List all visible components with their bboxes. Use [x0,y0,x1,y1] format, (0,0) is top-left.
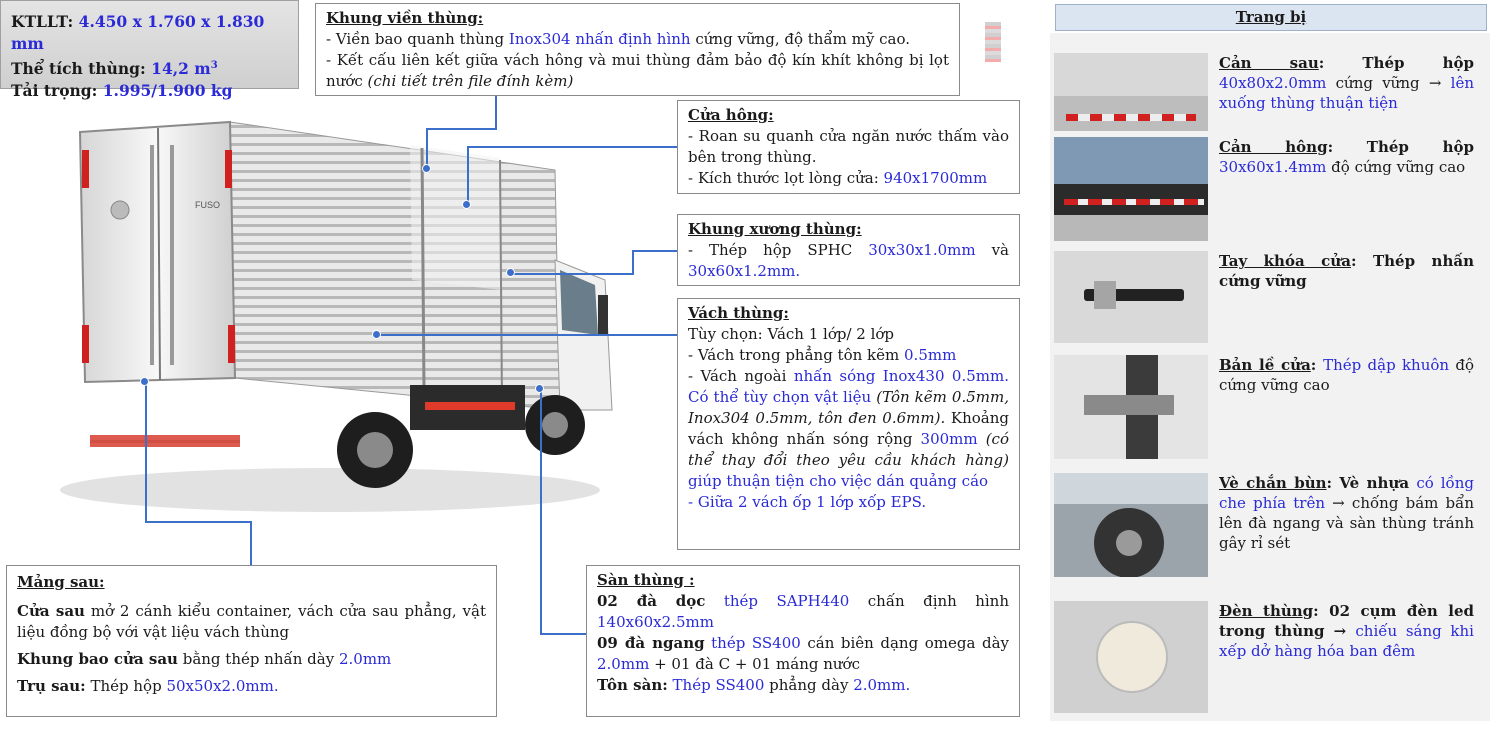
rear-reflector-br [228,325,235,363]
cua-hong-l2b: 940x1700mm [883,169,988,187]
mang-sau-p2c: 2.0mm [338,650,392,668]
equip-title: Trang bị [1055,4,1487,31]
equip-label-2: Tay khóa cửa [1219,252,1351,270]
khung-xuong-title: Khung xương thùng: [688,220,862,238]
side-door-hinge-line [422,148,424,392]
connector-line [512,273,634,275]
khung-vien-l2a: - Kết cấu liên kết giữa vách hông và mui thùng đảm bảo độ kín khít không bị lọt nước [326,51,949,90]
truck-illustration [30,110,650,520]
connector-line [467,146,469,204]
san-p2b: thép SS400 [704,634,801,652]
ktllt-value: 4.450 x 1.760 x 1.830 mm [11,12,265,53]
rear-wheel-hub [357,432,393,468]
san-p1a: 02 đà dọc [597,592,706,610]
khung-xuong-box [677,214,1020,286]
mang-sau-p1a: Cửa sau [17,602,85,620]
san-p3d: 2.0mm. [853,676,911,694]
equip-a-0: : Thép hộp [1318,54,1475,72]
connector-line [467,146,677,148]
connector-line [426,128,496,130]
vach-l3c: (Tôn kẽm 0.5mm, Inox304 0.5mm, tôn đen 0.6mm). [688,388,1010,427]
rear-reflector-tl [82,150,89,188]
vach-l1: Tùy chọn: Vách 1 lớp/ 2 lớp [688,325,895,343]
vach-l3d: Khoảng vách không nhấn sóng rộng [688,409,1009,448]
equip-a-4: : Vè nhựa [1326,474,1417,492]
san-p1d: 140x60x2.5mm [597,613,714,631]
khung-xuong-l1a: - Thép hộp SPHC [688,241,869,259]
connector-dot [506,268,515,277]
brand-emblem [111,201,129,219]
connector-line [145,521,251,523]
equip-d-0: lên xuống thùng thuận tiện [1219,74,1474,112]
equip-label-1: Cản hông [1219,138,1328,156]
connector-line [632,250,634,275]
equip-panel [1050,33,1490,721]
connector-line [378,334,677,336]
cua-hong-l1: - Roan su quanh cửa ngăn nước thấm vào bên trong thùng. [688,127,1009,166]
khung-xuong-l1c: và [975,241,1009,259]
connector-dot [372,330,381,339]
equip-label-5: Đèn thùng [1219,602,1314,620]
mang-sau-p1b: mở 2 cánh kiểu container, vách cửa sau phẳng, vật liệu đồng bộ với vật liệu vách thùng [17,602,486,641]
connector-dot [140,377,149,386]
equip-b-5: chiếu sáng khi xếp dở hàng hóa ban đêm [1219,622,1474,660]
connector-line [540,390,542,635]
connector-line [495,96,497,130]
front-wheel-hub [542,412,568,438]
cua-hong-box [677,100,1020,194]
side-mirror [598,295,608,335]
san-p1b: thép SAPH440 [705,592,850,610]
equip-a-1: : Thép hộp [1327,138,1475,156]
connector-line [250,521,252,565]
equip-b-3: Thép dập khuôn [1323,356,1450,374]
spec-summary [0,0,299,101]
side-guard-photo [1054,137,1208,241]
san-p2c: cán biên dạng omega dày [800,634,1009,652]
load-label: Tải trọng: [11,81,98,101]
mang-sau-p3b: Thép hộp [85,677,167,695]
ktllt-label: KTLLT: [11,12,74,31]
rear-lock-rod-1 [150,145,154,365]
mang-sau-p3a: Trụ sau: [17,677,86,695]
door-lock-photo [1054,251,1208,343]
mang-sau-box [6,565,497,717]
khung-vien-l1a: - Viền bao quanh thùng [326,30,509,48]
equip-label-0: Cản sau [1219,54,1319,72]
khung-vien-l1c: cứng vững, độ thẩm mỹ cao. [690,30,910,48]
volume-value: 14,2 m [151,59,211,79]
san-p1c: chấn định hình [849,592,1010,610]
qr-placeholder [985,22,1001,62]
san-p3b: Thép SS400 [667,676,765,694]
connector-dot [462,200,471,209]
san-p2d: 2.0mm [597,655,650,673]
equip-c-3: độ cứng vững cao [1219,356,1475,394]
connector-line [632,250,677,252]
equip-label-3: Bản lề cửa [1219,356,1311,374]
san-p2a: 09 đà ngang [597,634,705,652]
rear-lock-rod-2 [170,145,174,365]
equip-c-0: cứng vững → [1326,74,1451,92]
khung-xuong-l1d: 30x60x1.2mm. [688,262,801,280]
equip-b-0: 40x80x2.0mm [1219,74,1327,92]
box-side-panel [230,122,560,410]
mang-sau-p3c: 50x50x2.0mm. [166,677,279,695]
vach-l2a: - Vách trong phẳng tôn kẽm [688,346,905,364]
equip-c-1: độ cứng vững cao [1326,158,1466,176]
san-p3c: phẳng dày [764,676,854,694]
load-value: 1.995/1.900 kg [102,81,233,101]
cua-hong-l2a: - Kích thước lọt lòng cửa: [688,169,884,187]
hinge-photo [1054,355,1208,459]
san-p3a: Tôn sàn: [597,676,668,694]
vach-box [677,298,1020,550]
vach-l4: - Giữa 2 vách ốp 1 lớp xốp EPS. [688,493,927,511]
equip-a-5: : 02 cụm đèn led trong thùng → [1219,602,1474,640]
equip-label-4: Vè chắn bùn [1219,474,1327,492]
mang-sau-p2a: Khung bao cửa sau [17,650,178,668]
vach-l3f: (có thể thay đổi theo yêu cầu khách hàng) [688,430,1009,469]
rear-reflector-bl [82,325,89,363]
khung-vien-l1b: Inox304 nhấn định hình [508,30,691,48]
mang-sau-title: Mảng sau: [17,573,105,591]
connector-dot [535,384,544,393]
rear-bumper-photo [1054,53,1208,131]
equip-a-3: : [1310,356,1324,374]
khung-xuong-l1b: 30x30x1.0mm [868,241,976,259]
equip-a-2: : Thép nhấn cứng vững [1219,252,1474,290]
vach-l3e: 300mm [920,430,978,448]
ground-shadow [60,468,600,512]
equip-c-4: → chống bám bẩn lên đà ngang và sàn thùng tránh gây rỉ sét [1219,494,1474,552]
equip-b-4: có lồng che phía trên [1219,474,1474,512]
connector-line [145,382,147,522]
volume-unit-sup: 3 [210,60,218,71]
connector-dot [422,164,431,173]
volume-label: Thể tích thùng: [11,59,146,79]
cua-hong-title: Cửa hông: [688,106,774,124]
khung-vien-box [315,3,960,96]
san-title: Sàn thùng : [597,571,695,589]
connector-line [540,633,586,635]
vach-l3g: giúp thuận tiện cho việc dán quảng cáo [688,472,989,490]
mudguard-photo [1054,473,1208,577]
khung-vien-l2b: (chi tiết trên file đính kèm) [367,72,574,90]
equip-b-1: 30x60x1.4mm [1219,158,1327,176]
rear-reflector-tr [225,150,232,188]
san-box [586,565,1020,717]
vach-l3b: nhấn sóng Inox430 0.5mm. Có thể tùy chọn vật liệu [688,367,1009,406]
box-light-photo [1054,601,1208,713]
san-p2e: + 01 đà C + 01 máng nước [649,655,860,673]
vach-l3a: - Vách ngoài [688,367,794,385]
mang-sau-p2b: bằng thép nhấn dày [177,650,339,668]
rear-bumper-stripes [90,435,240,447]
khung-vien-title: Khung viền thùng: [326,9,484,27]
vach-title: Vách thùng: [688,304,789,322]
side-guard-bar [425,402,515,410]
fuso-badge: FUSO [195,200,221,210]
vach-l2b: 0.5mm [904,346,957,364]
